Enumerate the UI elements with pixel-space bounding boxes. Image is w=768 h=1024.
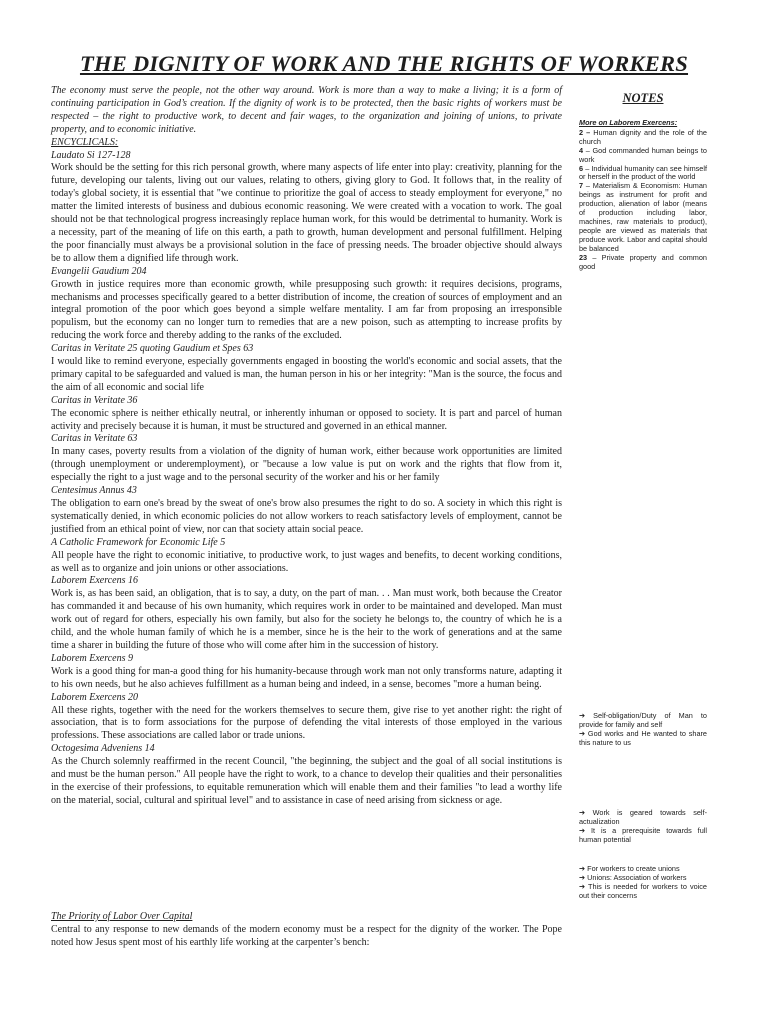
text-catholic-framework: All people have the right to economic initiative, to productive work, to just wages and benefits, to decent working conditions, as well as to organize and join unions or other associations.	[51, 549, 562, 574]
text-caritas-25: I would like to remind everyone, especially governments engaged in boosting the world's economic and social assets, that the primary capital to be safeguarded and valued is man, the human person in his or her integrity: "Man is the source, the focus and the aim of all economic and social life	[51, 356, 562, 393]
text-caritas-36: The economic sphere is neither ethically neutral, or inherently inhuman or opposed to society. It is part and parcel of human activity and precisely because it is human, it must be structured and governed in an ethical manner.	[51, 407, 562, 432]
source-evangelii-gaudium: Evangelii Gaudium 204	[51, 265, 147, 277]
note-text: – Private property and common good	[579, 252, 707, 271]
section-subtitle: The Priority of Labor Over Capital	[51, 911, 193, 922]
text-caritas-63: In many cases, poverty results from a violation of the dignity of human work, either because work opportunities are limited (through unemployment or underemployment), or "because a low value is put on work and the rights that flow from it, especially the right to a just wage and to the personal security of the worker and his or her family	[51, 446, 562, 484]
source-catholic-framework: A Catholic Framework for Economic Life 5	[51, 536, 226, 548]
text-centesimus-annus: The obligation to earn one's bread by the sweat of one's brow also presumes the right to do so. A society in which this right is systematically denied, in which economic policies do not allow workers to reach satisfactory levels of employment, cannot be justified from an ethical point of view, nor can that society attain social peace.	[51, 498, 562, 535]
source-laborem-9: Laborem Exercens 9	[51, 652, 134, 664]
note-number: 2 –	[579, 127, 591, 137]
note-item: ➔ It is a prerequisite towards full human potential	[579, 825, 707, 844]
text-laudato-si: Work should be the setting for this rich personal growth, where many aspects of life enter into play: creativity, planning for the future, developing our talents, living out our values, relating to others, giving glory to God. It follows that, in the reality of today's global society, it is essential that "we continue to prioritize the goal of access to steady employment for everyone," no matter the limited interests of business and dubious economic reasoning. We were created with a vocation to work. The goal should not be that technological progress increasingly replace human work, for this would be detrimental to humanity. Work is a necessity, part of the meaning of life on this earth, a path to growth, human development and personal fulfillment. Helping the poor financially must always be a provisional solution in the face of pressing needs. The broader objective should always be to allow them a dignified life through work.	[51, 162, 562, 264]
text-octogesima: As the Church solemnly reaffirmed in the recent Council, "the beginning, the subject and the goal of all social institutions is and must be the human person." All people have the right to work, to a chance to develop their qualities and their personalities in the exercise of their professions, to equitable remuneration which will enable them and their families "to lead a worthy life on the material, social, cultural and spiritual level" and to assistance in case of need arising from sickness or age.	[51, 756, 562, 806]
note-item: ➔ God works and He wanted to share this nature to us	[579, 728, 707, 747]
note-item	[579, 129, 707, 147]
note-item: ➔ This is needed for workers to voice out their concerns	[579, 881, 707, 900]
note-number: 4	[579, 145, 584, 155]
note-item: ➔ Work is geared towards self-actualization	[579, 808, 707, 826]
note-item	[579, 182, 707, 253]
note-item: ➔ Self-obligation/Duty of Man to provide for family and self	[579, 711, 707, 729]
source-caritas-63: Caritas in Veritate 63	[51, 433, 138, 445]
note-item	[579, 165, 707, 183]
bottom-section	[51, 911, 562, 950]
text-evangelii-gaudium: Growth in justice requires more than economic growth, while presupposing such growth: it requires decisions, programs, mechanisms and processes specifically geared to a better distribution of income, the creation of sources of employment and an integral promotion of the poor which goes beyond a simple welfare mentality. I am far from proposing an irresponsible populism, but the economy can no longer turn to remedies that are a new poison, such as attempting to increase profits by reducing the work force and thereby adding to the ranks of the excluded.	[51, 278, 562, 342]
page-title: THE DIGNITY OF WORK AND THE RIGHTS OF WORKERS	[79, 51, 689, 76]
text-laborem-20: All these rights, together with the need for the workers themselves to secure them, give rise to yet another right: the right of association, that is to form associations for the purpose of defending the vital interests of those employed in the various professions. These associations are called labor or trade unions.	[51, 704, 562, 742]
note-item	[579, 254, 707, 272]
note-text: – Materialism & Economism: Human beings as instrument for profit and production, alienation of labor (means of production including labor, machines, raw materials to product), people are viewed as materials that produce work. Labor and capital should be balanced	[579, 181, 707, 253]
notes-block-duty	[579, 712, 707, 748]
source-laborem-20: Laborem Exercens 20	[51, 691, 139, 703]
source-centesimus-annus: Centesimus Annus 43	[51, 485, 137, 497]
note-item	[579, 147, 707, 165]
main-column	[51, 85, 562, 808]
note-text: – God commanded human beings to work	[579, 145, 707, 164]
text-laborem-9: Work is a good thing for man-a good thing for his humanity-because through work man not only transforms nature, adapting it to his own needs, but he also achieves fulfillment as a human being and indeed, in a sense, becomes "more a human being.	[51, 665, 562, 690]
note-text: – Individual humanity can see himself or herself in the product of the world	[579, 163, 707, 182]
encyclicals-label: ENCYCLICALS:	[51, 136, 119, 148]
notes-block-title: More on Laborem Exercens:	[579, 118, 678, 127]
bottom-paragraph: Central to any response to new demands of the modern economy must be a respect for the dignity of the worker. The Pope noted how Jesus spent most of his earthly life working at the carpenter’s bench:	[51, 923, 562, 948]
notes-block-unions	[579, 865, 707, 901]
text-laborem-16: Work is, as has been said, an obligation, that is to say, a duty, on the part of man. . . Man must work, both because the Creator has commanded it and because of his own humanity, which requires work in order to be maintained and developed. Man must work out of regard for others, especially his own family, but also for the society he belongs to, the country of which he is a child, and the whole human family of which he is a member, since he is the heir to the work of generations and at the same time a sharer in building the future of those who will come after him in the succession of history.	[51, 588, 562, 651]
note-item: ➔ For workers to create unions	[579, 864, 680, 873]
intro-paragraph: The economy must serve the people, not the other way around. Work is more than a way to make a living; it is a form of continuing participation in God’s creation. If the dignity of work is to be protected, then the basic rights of workers must be respected – the right to productive work, to decent and fair wages, to the organization and joining of unions, to private property, and to economic initiative.	[51, 85, 562, 135]
source-octogesima: Octogesima Adveniens 14	[51, 743, 155, 755]
note-number: 23	[579, 252, 588, 262]
notes-block-actualization	[579, 809, 707, 845]
source-laudato-si: Laudato Si 127-128	[51, 149, 131, 161]
notes-block-laborem	[579, 119, 707, 271]
source-caritas-36: Caritas in Veritate 36	[51, 394, 138, 406]
note-item: ➔ Unions: Association of workers	[579, 872, 687, 882]
notes-heading: NOTES	[622, 91, 664, 105]
source-laborem-16: Laborem Exercens 16	[51, 575, 139, 587]
note-number: 6	[579, 163, 584, 173]
source-caritas-25: Caritas in Veritate 25 quoting Gaudium et Spes 63	[51, 343, 254, 355]
note-number: 7	[579, 181, 584, 191]
note-text: Human dignity and the role of the church	[579, 127, 707, 146]
